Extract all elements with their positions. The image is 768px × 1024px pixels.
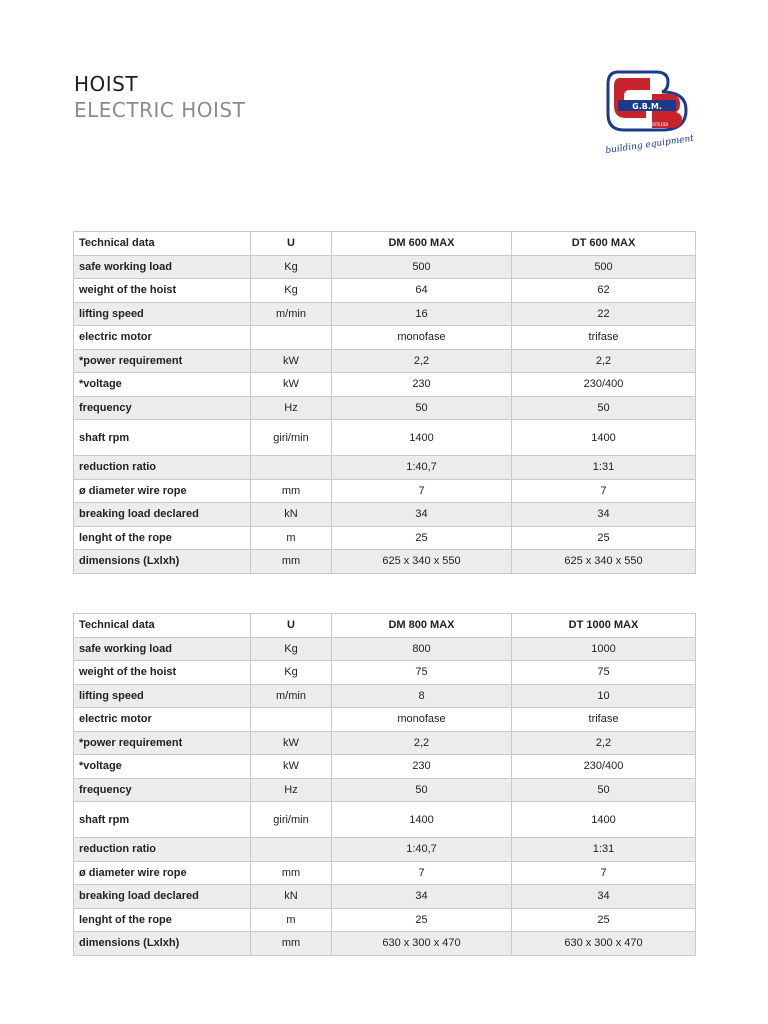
table-row	[74, 479, 696, 503]
header-cell: DM 800 MAX	[332, 614, 512, 638]
table-cell: dimensions (Lxlxh)	[74, 932, 251, 956]
table-cell: frequency	[74, 778, 251, 802]
table-cell: Kg	[251, 255, 332, 279]
table-row	[74, 526, 696, 550]
table-cell: 7	[332, 479, 512, 503]
table-cell: kW	[251, 755, 332, 779]
table-cell: 64	[332, 279, 512, 303]
table-row	[74, 708, 696, 732]
table-cell: m/min	[251, 684, 332, 708]
table-cell: 500	[512, 255, 696, 279]
table-cell: m/min	[251, 302, 332, 326]
table-row	[74, 349, 696, 373]
table-cell: 34	[332, 503, 512, 527]
table-cell: mm	[251, 479, 332, 503]
table-cell: kN	[251, 885, 332, 909]
table-cell: safe working load	[74, 255, 251, 279]
table-cell: 630 x 300 x 470	[512, 932, 696, 956]
table-cell: safe working load	[74, 637, 251, 661]
table-cell: kW	[251, 731, 332, 755]
table-cell	[251, 708, 332, 732]
table-cell: 230/400	[512, 755, 696, 779]
table-row	[74, 661, 696, 685]
table-cell: reduction ratio	[74, 456, 251, 480]
table-cell: breaking load declared	[74, 885, 251, 909]
table-cell: 62	[512, 279, 696, 303]
table-cell: *voltage	[74, 755, 251, 779]
table-cell: dimensions (Lxlxh)	[74, 550, 251, 574]
table-cell: trifase	[512, 326, 696, 350]
table-cell: 2,2	[512, 349, 696, 373]
table-cell	[251, 326, 332, 350]
table-cell: Hz	[251, 778, 332, 802]
table-cell: 34	[332, 885, 512, 909]
table-cell: 50	[512, 778, 696, 802]
table-cell: 625 x 340 x 550	[512, 550, 696, 574]
table-cell: 230	[332, 755, 512, 779]
table-cell: 230/400	[512, 373, 696, 397]
table-row	[74, 778, 696, 802]
table-cell: 50	[332, 778, 512, 802]
table-cell	[251, 838, 332, 862]
table-cell: kW	[251, 373, 332, 397]
table-cell: kN	[251, 503, 332, 527]
logo-tagline: building equipment	[604, 133, 695, 156]
table-cell: 25	[332, 526, 512, 550]
table-cell: 50	[512, 396, 696, 420]
logo-sub-text: PORTEDDI	[647, 122, 669, 127]
table-header-row	[74, 232, 696, 256]
table-row	[74, 279, 696, 303]
table-cell: electric motor	[74, 326, 251, 350]
table-cell: 230	[332, 373, 512, 397]
table-row	[74, 456, 696, 480]
table-cell: 2,2	[512, 731, 696, 755]
table-cell: electric motor	[74, 708, 251, 732]
table-cell: 7	[512, 479, 696, 503]
spec-table-600	[73, 231, 696, 574]
table-cell: Kg	[251, 661, 332, 685]
table-cell: weight of the hoist	[74, 279, 251, 303]
table-row	[74, 550, 696, 574]
table-cell: 10	[512, 684, 696, 708]
table-cell: 8	[332, 684, 512, 708]
header-cell: Technical data	[74, 232, 251, 256]
spec-table-body	[74, 232, 696, 574]
page-heading	[74, 71, 245, 123]
gbm-logo	[596, 64, 700, 156]
table-cell: 1400	[332, 420, 512, 456]
table-cell: 75	[332, 661, 512, 685]
table-cell: 1400	[512, 420, 696, 456]
table-row	[74, 396, 696, 420]
table-cell: 1400	[512, 802, 696, 838]
table-row	[74, 503, 696, 527]
table-row	[74, 908, 696, 932]
table-cell: 50	[332, 396, 512, 420]
table-cell: *power requirement	[74, 731, 251, 755]
table-cell: 2,2	[332, 349, 512, 373]
header-cell: DM 600 MAX	[332, 232, 512, 256]
table-cell: 1:31	[512, 456, 696, 480]
table-cell: 630 x 300 x 470	[332, 932, 512, 956]
table-row	[74, 755, 696, 779]
table-cell: lifting speed	[74, 684, 251, 708]
table-cell	[251, 456, 332, 480]
table-cell: frequency	[74, 396, 251, 420]
table-cell: trifase	[512, 708, 696, 732]
table-cell: 1:40,7	[332, 456, 512, 480]
table-cell: 7	[512, 861, 696, 885]
table-cell: 2,2	[332, 731, 512, 755]
spec-table-800-1000	[73, 613, 696, 956]
table-cell: 7	[332, 861, 512, 885]
table-cell: mm	[251, 550, 332, 574]
spec-table-body	[74, 614, 696, 956]
table-cell: lenght of the rope	[74, 908, 251, 932]
table-cell: 800	[332, 637, 512, 661]
table-header-row	[74, 614, 696, 638]
table-row	[74, 255, 696, 279]
table-cell: ø diameter wire rope	[74, 479, 251, 503]
table-cell: m	[251, 908, 332, 932]
table-cell: 75	[512, 661, 696, 685]
table-cell: shaft rpm	[74, 420, 251, 456]
logo-red-g	[614, 78, 650, 118]
table-row	[74, 838, 696, 862]
table-row	[74, 326, 696, 350]
table-cell: 34	[512, 885, 696, 909]
table-cell: 25	[332, 908, 512, 932]
table-cell: *voltage	[74, 373, 251, 397]
table-row	[74, 932, 696, 956]
table-cell: mm	[251, 861, 332, 885]
header-cell: U	[251, 232, 332, 256]
table-cell: 500	[332, 255, 512, 279]
table-row	[74, 802, 696, 838]
table-cell: 1:31	[512, 838, 696, 862]
table-row	[74, 637, 696, 661]
table-cell: ø diameter wire rope	[74, 861, 251, 885]
logo-brand-text: G.B.M.	[632, 102, 662, 111]
table-cell: reduction ratio	[74, 838, 251, 862]
table-row	[74, 302, 696, 326]
table-row	[74, 885, 696, 909]
table-cell: Hz	[251, 396, 332, 420]
table-row	[74, 731, 696, 755]
header-cell: Technical data	[74, 614, 251, 638]
table-cell: giri/min	[251, 802, 332, 838]
table-cell: 1000	[512, 637, 696, 661]
table-cell: mm	[251, 932, 332, 956]
table-cell: *power requirement	[74, 349, 251, 373]
table-row	[74, 861, 696, 885]
table-cell: 16	[332, 302, 512, 326]
header-cell: U	[251, 614, 332, 638]
header-cell: DT 600 MAX	[512, 232, 696, 256]
table-cell: 1400	[332, 802, 512, 838]
table-cell: m	[251, 526, 332, 550]
page-subtitle: ELECTRIC HOIST	[74, 98, 246, 122]
table-row	[74, 684, 696, 708]
table-cell: shaft rpm	[74, 802, 251, 838]
table-cell: Kg	[251, 637, 332, 661]
table-cell: lenght of the rope	[74, 526, 251, 550]
header-cell: DT 1000 MAX	[512, 614, 696, 638]
table-cell: breaking load declared	[74, 503, 251, 527]
table-cell: 25	[512, 526, 696, 550]
table-cell: monofase	[332, 708, 512, 732]
table-cell: monofase	[332, 326, 512, 350]
table-cell: 34	[512, 503, 696, 527]
table-cell: weight of the hoist	[74, 661, 251, 685]
table-row	[74, 373, 696, 397]
table-cell: 625 x 340 x 550	[332, 550, 512, 574]
table-cell: kW	[251, 349, 332, 373]
table-cell: 22	[512, 302, 696, 326]
table-cell: 1:40,7	[332, 838, 512, 862]
table-cell: lifting speed	[74, 302, 251, 326]
table-cell: 25	[512, 908, 696, 932]
table-row	[74, 420, 696, 456]
page-title: HOIST	[74, 72, 139, 96]
table-cell: giri/min	[251, 420, 332, 456]
table-cell: Kg	[251, 279, 332, 303]
